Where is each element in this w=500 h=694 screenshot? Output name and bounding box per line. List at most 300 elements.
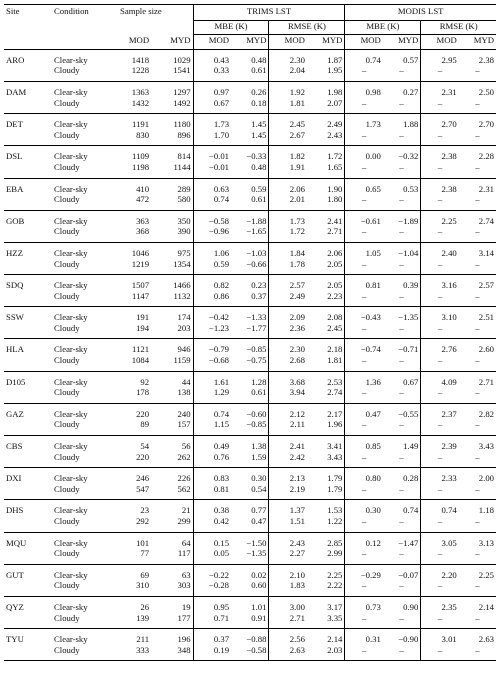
cell-modis-mbe-mod: –	[345, 226, 383, 242]
cell-modis-mbe-mod: 0.12	[345, 532, 383, 548]
cell-condition: Cloudy	[52, 194, 110, 210]
cell-modis-rmse-myd: 2.82	[478, 408, 494, 419]
table-row	[4, 613, 496, 629]
cell-modis-mbe-myd: 0.90	[403, 601, 419, 612]
cell-n-myd: 262	[151, 452, 193, 468]
cell-modis-mbe-myd: 1.49	[403, 441, 419, 452]
cell-trims-rmse-myd: 2.14	[327, 634, 343, 645]
cell-trims-rmse-mod: 1.82	[269, 146, 307, 162]
cell-condition: Clear-sky	[54, 473, 88, 484]
cell-modis-mbe-myd: –	[383, 387, 421, 403]
table-row	[4, 114, 496, 130]
table-row	[4, 291, 496, 307]
cell-trims-rmse-mod: 3.68	[269, 371, 307, 387]
cell-site: MQU	[6, 537, 27, 548]
header-n-myd: MYD	[151, 35, 193, 50]
table-row	[4, 484, 496, 500]
cell-modis-rmse-mod: –	[421, 323, 459, 339]
cell-n-mod: 1432	[110, 98, 151, 114]
cell-site	[4, 130, 52, 146]
cell-trims-mbe-myd: 0.91	[231, 613, 269, 629]
cell-condition: Clear-sky	[54, 312, 88, 323]
cell-modis-mbe-mod: 1.73	[345, 114, 383, 130]
cell-condition: Cloudy	[52, 226, 110, 242]
cell-n-mod: 310	[110, 580, 151, 596]
cell-modis-mbe-myd: –	[383, 65, 421, 81]
cell-n-myd: 1132	[151, 291, 193, 307]
table-row	[4, 339, 496, 355]
cell-trims-rmse-myd: 1.95	[307, 65, 345, 81]
cell-modis-rmse-mod: –	[421, 516, 459, 532]
header-modis-mbe-mod: MOD	[345, 35, 383, 50]
cell-n-myd: 390	[151, 226, 193, 242]
cell-modis-mbe-myd: −0.32	[398, 151, 419, 162]
cell-modis-mbe-myd: –	[383, 130, 421, 146]
cell-trims-rmse-myd: 1.72	[327, 151, 343, 162]
cell-modis-rmse-myd: 2.50	[478, 86, 494, 97]
cell-trims-mbe-myd: 0.77	[251, 505, 267, 516]
table-row	[4, 49, 496, 65]
cell-condition: Clear-sky	[54, 344, 88, 355]
cell-site: DSL	[6, 151, 23, 162]
cell-trims-rmse-myd: 3.35	[307, 613, 345, 629]
cell-trims-rmse-mod: 2.56	[269, 629, 307, 645]
cell-modis-mbe-mod: −0.74	[345, 339, 383, 355]
cell-trims-rmse-myd: 1.53	[327, 505, 343, 516]
cell-modis-rmse-myd: 3.14	[478, 247, 494, 258]
cell-n-mod: 410	[136, 183, 150, 194]
cell-modis-mbe-mod: –	[345, 162, 383, 178]
cell-site: SSW	[6, 312, 24, 323]
cell-trims-rmse-myd: 3.41	[327, 441, 343, 452]
cell-modis-rmse-mod: 2.20	[421, 564, 459, 580]
cell-condition: Cloudy	[52, 452, 110, 468]
cell-modis-rmse-mod: –	[421, 65, 459, 81]
cell-modis-rmse-mod: –	[421, 484, 459, 500]
cell-modis-mbe-mod: 0.47	[345, 403, 383, 419]
cell-n-myd: 1180	[173, 119, 191, 130]
cell-modis-rmse-mod: 2.38	[421, 178, 459, 194]
cell-trims-mbe-myd: −0.58	[231, 645, 269, 661]
cell-trims-mbe-mod: −0.28	[193, 580, 231, 596]
cell-modis-mbe-mod: 0.31	[345, 629, 383, 645]
cell-modis-mbe-mod: –	[345, 98, 383, 114]
cell-site	[4, 323, 52, 339]
cell-n-myd: 946	[177, 344, 191, 355]
cell-modis-mbe-myd: –	[383, 516, 421, 532]
cell-n-myd: 196	[177, 634, 191, 645]
cell-trims-mbe-mod: −0.96	[193, 226, 231, 242]
cell-trims-mbe-mod: 0.37	[193, 629, 231, 645]
cell-modis-mbe-mod: 0.81	[345, 275, 383, 291]
cell-condition: Clear-sky	[54, 86, 88, 97]
cell-trims-rmse-mod: 2.12	[269, 403, 307, 419]
cell-trims-rmse-mod: 3.94	[269, 387, 307, 403]
table-row	[4, 532, 496, 548]
cell-trims-rmse-mod: 1.84	[269, 242, 307, 258]
table-row	[4, 452, 496, 468]
table-row	[4, 242, 496, 258]
cell-trims-mbe-mod: 1.15	[193, 419, 231, 435]
table-row	[4, 436, 496, 452]
cell-trims-rmse-mod: 2.30	[269, 339, 307, 355]
table-row	[4, 387, 496, 403]
cell-modis-rmse-myd: –	[459, 226, 496, 242]
cell-trims-mbe-myd: 0.26	[251, 86, 267, 97]
cell-modis-rmse-myd: 2.57	[478, 280, 494, 291]
header-row-3	[4, 35, 496, 50]
cell-modis-rmse-myd: 2.74	[478, 215, 494, 226]
cell-n-myd: 299	[151, 516, 193, 532]
cell-trims-mbe-myd: 0.37	[231, 291, 269, 307]
cell-trims-mbe-mod: 1.70	[193, 130, 231, 146]
cell-modis-mbe-myd: −0.55	[398, 408, 419, 419]
cell-modis-mbe-myd: –	[383, 548, 421, 564]
cell-trims-mbe-myd: 1.59	[231, 452, 269, 468]
cell-site: SDQ	[6, 280, 24, 291]
header-trims-rmse-mod: MOD	[269, 35, 307, 50]
cell-modis-rmse-mod: 3.01	[421, 629, 459, 645]
cell-modis-mbe-myd: –	[383, 194, 421, 210]
cell-trims-mbe-mod: 0.82	[193, 275, 231, 291]
cell-modis-mbe-myd: 0.39	[403, 280, 419, 291]
cell-modis-rmse-mod: 2.40	[421, 242, 459, 258]
cell-trims-rmse-myd: 2.74	[307, 387, 345, 403]
cell-modis-rmse-mod: –	[421, 162, 459, 178]
cell-modis-mbe-myd: −0.90	[398, 634, 419, 645]
cell-n-myd: 157	[151, 419, 193, 435]
table-row	[4, 500, 496, 516]
table-row	[4, 162, 496, 178]
cell-modis-mbe-mod: –	[345, 291, 383, 307]
cell-modis-rmse-myd: 3.13	[478, 537, 494, 548]
cell-n-mod: 1046	[131, 247, 150, 258]
cell-modis-rmse-mod: –	[421, 645, 459, 661]
cell-condition: Clear-sky	[54, 215, 88, 226]
cell-n-myd: 350	[177, 215, 191, 226]
cell-n-mod: 23	[140, 505, 150, 516]
cell-modis-rmse-mod: 2.25	[421, 210, 459, 226]
cell-modis-rmse-mod: –	[421, 194, 459, 210]
cell-condition: Cloudy	[52, 548, 110, 564]
cell-condition: Cloudy	[52, 65, 110, 81]
table-row	[4, 226, 496, 242]
cell-trims-mbe-myd: 0.61	[231, 194, 269, 210]
cell-trims-mbe-myd: 0.59	[251, 183, 267, 194]
cell-trims-rmse-myd: 2.49	[327, 119, 343, 130]
table-row	[4, 178, 496, 194]
cell-modis-mbe-mod: –	[345, 580, 383, 596]
header-modis-rmse: RMSE (K)	[421, 20, 496, 35]
table-row	[4, 419, 496, 435]
cell-trims-rmse-myd: 1.98	[327, 86, 343, 97]
cell-trims-rmse-myd: 1.96	[307, 419, 345, 435]
cell-condition: Clear-sky	[54, 183, 88, 194]
cell-n-mod: 26	[140, 601, 150, 612]
cell-trims-mbe-myd: −0.33	[246, 151, 267, 162]
cell-n-myd: 138	[151, 387, 193, 403]
cell-modis-rmse-mod: –	[421, 259, 459, 275]
cell-modis-rmse-myd: –	[459, 452, 496, 468]
cell-site	[4, 194, 52, 210]
cell-modis-mbe-myd: –	[383, 98, 421, 114]
cell-site	[4, 355, 52, 371]
cell-trims-mbe-mod: 0.05	[193, 548, 231, 564]
cell-trims-rmse-myd: 2.43	[307, 130, 345, 146]
cell-n-myd: 56	[181, 441, 191, 452]
cell-trims-mbe-mod: −0.01	[193, 146, 231, 162]
cell-modis-mbe-myd: −0.71	[398, 344, 419, 355]
cell-modis-rmse-mod: –	[421, 580, 459, 596]
cell-trims-mbe-mod: 1.29	[193, 387, 231, 403]
cell-n-mod: 220	[110, 452, 151, 468]
cell-modis-rmse-myd: –	[459, 259, 496, 275]
cell-trims-mbe-myd: 0.61	[231, 65, 269, 81]
cell-modis-mbe-mod: 0.74	[345, 49, 383, 65]
table-row	[4, 629, 496, 645]
cell-trims-mbe-myd: −0.60	[246, 408, 267, 419]
cell-trims-rmse-mod: 1.91	[269, 162, 307, 178]
cell-trims-mbe-mod: −1.23	[193, 323, 231, 339]
cell-trims-rmse-myd: 2.22	[307, 580, 345, 596]
cell-condition: Clear-sky	[54, 441, 88, 452]
header-row-2	[4, 20, 496, 35]
cell-trims-mbe-mod: 1.73	[193, 114, 231, 130]
header-modis-lst: MODIS LST	[345, 5, 496, 21]
cell-n-mod: 89	[110, 419, 151, 435]
cell-trims-rmse-myd: 2.23	[307, 291, 345, 307]
cell-condition: Clear-sky	[54, 119, 88, 130]
cell-n-myd: 63	[181, 569, 191, 580]
cell-n-myd: 1297	[173, 86, 191, 97]
cell-modis-rmse-mod: –	[421, 355, 459, 371]
cell-trims-rmse-mod: 2.71	[269, 613, 307, 629]
cell-modis-mbe-mod: –	[345, 65, 383, 81]
cell-trims-rmse-myd: 2.45	[307, 323, 345, 339]
cell-modis-mbe-mod: –	[345, 355, 383, 371]
cell-modis-mbe-myd: –	[383, 419, 421, 435]
cell-n-myd: 289	[177, 183, 191, 194]
cell-n-mod: 101	[136, 537, 150, 548]
cell-modis-mbe-myd: −0.07	[398, 569, 419, 580]
cell-trims-rmse-mod: 2.42	[269, 452, 307, 468]
cell-trims-rmse-myd: 3.43	[307, 452, 345, 468]
cell-modis-rmse-mod: 2.95	[421, 49, 459, 65]
cell-trims-rmse-mod: 2.63	[269, 645, 307, 661]
cell-modis-rmse-myd: 1.18	[478, 505, 494, 516]
cell-site	[4, 484, 52, 500]
cell-site	[4, 387, 52, 403]
table-row	[4, 596, 496, 612]
cell-trims-mbe-mod: 0.86	[193, 291, 231, 307]
cell-site: HZZ	[6, 247, 23, 258]
cell-modis-mbe-myd: –	[383, 162, 421, 178]
cell-n-mod: 1109	[132, 151, 150, 162]
cell-modis-rmse-myd: –	[459, 645, 496, 661]
cell-modis-mbe-mod: –	[345, 484, 383, 500]
validation-table	[4, 4, 496, 661]
cell-condition: Cloudy	[52, 291, 110, 307]
cell-site	[4, 613, 52, 629]
cell-n-myd: 303	[151, 580, 193, 596]
cell-modis-mbe-mod: –	[345, 548, 383, 564]
cell-modis-mbe-myd: –	[383, 355, 421, 371]
cell-modis-rmse-myd: –	[459, 516, 496, 532]
cell-n-mod: 54	[140, 441, 150, 452]
cell-trims-mbe-mod: 0.76	[193, 452, 231, 468]
cell-modis-rmse-myd: –	[459, 580, 496, 596]
cell-trims-rmse-mod: 2.10	[269, 564, 307, 580]
cell-modis-mbe-mod: 0.00	[345, 146, 383, 162]
cell-n-mod: 77	[110, 548, 151, 564]
table-row	[4, 81, 496, 97]
cell-condition: Cloudy	[52, 355, 110, 371]
cell-condition: Clear-sky	[54, 247, 88, 258]
cell-n-myd: 174	[177, 312, 191, 323]
cell-modis-rmse-myd: 2.70	[478, 119, 494, 130]
cell-trims-mbe-mod: 0.15	[193, 532, 231, 548]
cell-trims-mbe-myd: −1.33	[246, 312, 267, 323]
cell-site: ARO	[6, 54, 25, 65]
cell-site: DHS	[6, 505, 24, 516]
cell-n-myd: 1144	[151, 162, 193, 178]
cell-n-myd: 1029	[173, 54, 191, 65]
cell-modis-mbe-mod: –	[345, 452, 383, 468]
cell-n-mod: 472	[110, 194, 151, 210]
cell-n-mod: 178	[110, 387, 151, 403]
cell-modis-mbe-mod: 0.80	[345, 468, 383, 484]
table-row	[4, 98, 496, 114]
header-trims-mbe-mod: MOD	[193, 35, 231, 50]
cell-condition: Clear-sky	[54, 54, 88, 65]
cell-trims-mbe-myd: 0.02	[251, 569, 267, 580]
cell-site	[4, 226, 52, 242]
cell-trims-mbe-mod: 0.42	[193, 516, 231, 532]
table-row	[4, 516, 496, 532]
cell-trims-rmse-mod: 2.11	[269, 419, 307, 435]
cell-n-myd: 814	[177, 151, 191, 162]
cell-n-myd: 226	[177, 473, 191, 484]
cell-modis-rmse-myd: 2.00	[478, 473, 494, 484]
cell-trims-mbe-mod: 0.83	[193, 468, 231, 484]
cell-condition: Clear-sky	[54, 569, 88, 580]
cell-modis-mbe-mod: –	[345, 516, 383, 532]
cell-n-mod: 1147	[110, 291, 151, 307]
cell-modis-mbe-myd: –	[383, 452, 421, 468]
cell-site	[4, 98, 52, 114]
cell-trims-mbe-myd: −0.88	[246, 634, 267, 645]
cell-modis-rmse-myd: 2.38	[478, 54, 494, 65]
cell-trims-rmse-myd: 1.79	[307, 484, 345, 500]
cell-n-mod: 194	[110, 323, 151, 339]
cell-trims-rmse-myd: 3.17	[327, 601, 343, 612]
cell-trims-rmse-mod: 2.67	[269, 130, 307, 146]
cell-trims-mbe-myd: −1.03	[246, 247, 267, 258]
cell-modis-mbe-myd: –	[383, 259, 421, 275]
header-trims-mbe-myd: MYD	[231, 35, 269, 50]
cell-trims-mbe-mod: 0.74	[193, 403, 231, 419]
cell-trims-rmse-mod: 2.09	[269, 307, 307, 323]
table-row	[4, 355, 496, 371]
cell-modis-rmse-mod: 3.16	[421, 275, 459, 291]
cell-trims-mbe-myd: −1.35	[231, 548, 269, 564]
cell-modis-mbe-mod: –	[345, 613, 383, 629]
table-row	[4, 259, 496, 275]
cell-trims-mbe-mod: 0.81	[193, 484, 231, 500]
table-row	[4, 307, 496, 323]
cell-n-mod: 830	[110, 130, 151, 146]
cell-modis-rmse-myd: 2.31	[478, 183, 494, 194]
cell-trims-mbe-mod: 0.38	[193, 500, 231, 516]
cell-trims-mbe-myd: −1.65	[231, 226, 269, 242]
cell-n-myd: 177	[151, 613, 193, 629]
cell-n-myd: 1541	[151, 65, 193, 81]
table-row	[4, 645, 496, 661]
cell-trims-rmse-mod: 2.30	[269, 49, 307, 65]
cell-modis-rmse-mod: 2.35	[421, 596, 459, 612]
cell-trims-mbe-myd: −0.85	[246, 344, 267, 355]
cell-trims-mbe-mod: 0.19	[193, 645, 231, 661]
cell-condition: Clear-sky	[54, 408, 88, 419]
cell-modis-rmse-myd: 2.60	[478, 344, 494, 355]
cell-modis-mbe-myd: 0.57	[403, 54, 419, 65]
cell-modis-rmse-mod: 2.76	[421, 339, 459, 355]
cell-trims-rmse-myd: 1.65	[307, 162, 345, 178]
cell-trims-rmse-myd: 1.90	[327, 183, 343, 194]
table-row	[4, 275, 496, 291]
cell-trims-rmse-mod: 1.73	[269, 210, 307, 226]
cell-modis-mbe-myd: 0.67	[403, 376, 419, 387]
cell-site: HLA	[6, 344, 24, 355]
cell-trims-mbe-myd: 0.48	[231, 162, 269, 178]
cell-condition: Cloudy	[52, 259, 110, 275]
cell-n-mod: 1191	[132, 119, 150, 130]
cell-n-myd: 1492	[151, 98, 193, 114]
cell-n-mod: 191	[136, 312, 150, 323]
cell-n-mod: 139	[110, 613, 151, 629]
cell-n-myd: 1159	[151, 355, 193, 371]
cell-trims-mbe-myd: −0.75	[231, 355, 269, 371]
cell-n-mod: 220	[136, 408, 150, 419]
cell-n-mod: 1228	[110, 65, 151, 81]
cell-n-mod: 211	[136, 634, 150, 645]
cell-trims-rmse-myd: 1.80	[307, 194, 345, 210]
cell-trims-mbe-mod: −0.68	[193, 355, 231, 371]
cell-n-mod: 368	[110, 226, 151, 242]
cell-modis-rmse-myd: –	[459, 355, 496, 371]
cell-site	[4, 452, 52, 468]
cell-n-myd: 240	[177, 408, 191, 419]
cell-n-myd: 348	[151, 645, 193, 661]
header-modis-mbe: MBE (K)	[345, 20, 421, 35]
cell-trims-mbe-myd: 0.23	[251, 280, 267, 291]
cell-n-mod: 333	[110, 645, 151, 661]
header-modis-mbe-myd: MYD	[383, 35, 421, 50]
cell-trims-rmse-mod: 1.81	[269, 98, 307, 114]
cell-modis-rmse-mod: –	[421, 226, 459, 242]
cell-site	[4, 419, 52, 435]
cell-trims-mbe-mod: 0.97	[193, 81, 231, 97]
cell-trims-rmse-mod: 1.37	[269, 500, 307, 516]
cell-trims-mbe-mod: 0.63	[193, 178, 231, 194]
cell-n-mod: 246	[136, 473, 150, 484]
cell-modis-rmse-mod: 4.09	[421, 371, 459, 387]
cell-modis-mbe-myd: 0.74	[403, 505, 419, 516]
cell-site: GAZ	[6, 408, 24, 419]
cell-trims-mbe-mod: −0.58	[193, 210, 231, 226]
cell-condition: Cloudy	[52, 613, 110, 629]
cell-trims-rmse-mod: 2.01	[269, 194, 307, 210]
